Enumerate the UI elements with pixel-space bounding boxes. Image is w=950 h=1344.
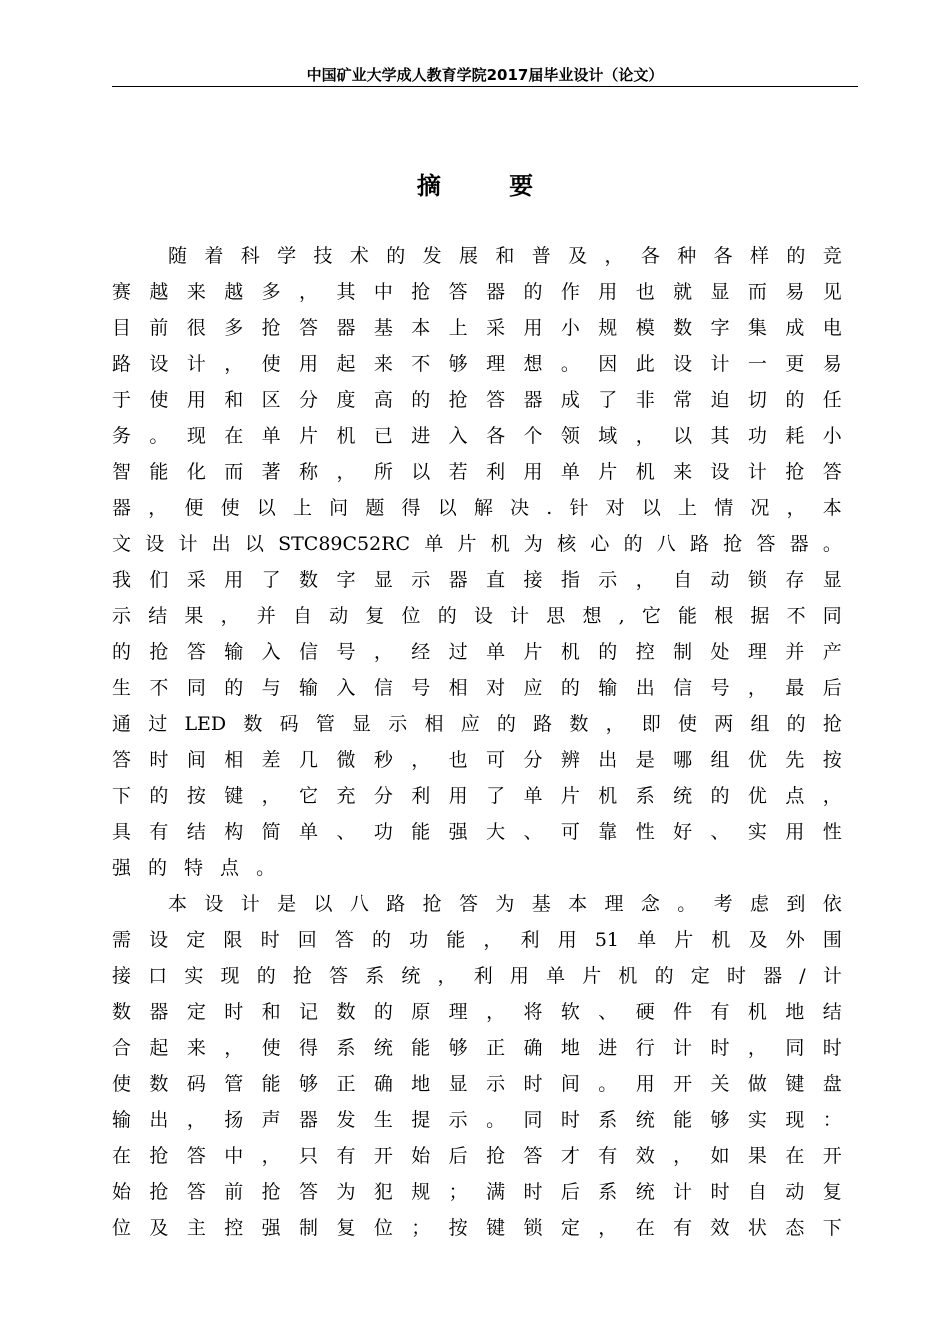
paragraph-line: 合 起 来 ， 使 得 系 统 能 够 正 确 地 进 行 计 时 ， 同 时 [112, 1037, 842, 1059]
abstract-paragraph [112, 238, 842, 886]
header-rule [112, 86, 858, 87]
paragraph-line: 赛 越 来 越 多 ， 其 中 抢 答 器 的 作 用 也 就 显 而 易 见 [112, 281, 842, 303]
page-header: 中国矿业大学成人教育学院2017届毕业设计（论文） [306, 66, 664, 84]
paragraph-line: 生 不 同 的 与 输 入 信 号 相 对 应 的 输 出 信 号 ， 最 后 [112, 677, 842, 699]
paragraph-line: 数 器 定 时 和 记 数 的 原 理 ， 将 软 、 硬 件 有 机 地 结 [112, 1001, 842, 1023]
page-title: 摘 要 [416, 172, 534, 200]
paragraph-line: 器 ， 便 使 以 上 问 题 得 以 解 决 . 针 对 以 上 情 况 ， 本 [112, 497, 842, 519]
abstract-paragraph [112, 886, 842, 1246]
paragraph-line: 强 的 特 点 。 [112, 857, 276, 879]
paragraph-line: 我 们 采 用 了 数 字 显 示 器 直 接 指 示 ， 自 动 锁 存 显 [112, 569, 842, 591]
paragraph-line: 在 抢 答 中 ， 只 有 开 始 后 抢 答 才 有 效 ， 如 果 在 开 [112, 1145, 842, 1167]
paragraph-line: 随 着 科 学 技 术 的 发 展 和 普 及 ， 各 种 各 样 的 竞 [168, 245, 842, 267]
paragraph-line: 答 时 间 相 差 几 微 秒 ， 也 可 分 辨 出 是 哪 组 优 先 按 [112, 749, 842, 771]
paragraph-line: 路 设 计 ， 使 用 起 来 不 够 理 想 。 因 此 设 计 一 更 易 [112, 353, 842, 375]
paragraph-line: 智 能 化 而 著 称 ， 所 以 若 利 用 单 片 机 来 设 计 抢 答 [112, 461, 842, 483]
paragraph-line: 使 数 码 管 能 够 正 确 地 显 示 时 间 。 用 开 关 做 键 盘 [112, 1073, 842, 1095]
paragraph-line: 接 口 实 现 的 抢 答 系 统 ， 利 用 单 片 机 的 定 时 器 / 计 [112, 965, 842, 987]
paragraph-line: 的 抢 答 输 入 信 号 ， 经 过 单 片 机 的 控 制 处 理 并 产 [112, 641, 842, 663]
paragraph-line: 需 设 定 限 时 回 答 的 功 能 ， 利 用 51 单 片 机 及 外 围 [112, 929, 842, 951]
paragraph-line: 具 有 结 构 简 单 、 功 能 强 大 、 可 靠 性 好 、 实 用 性 [112, 821, 842, 843]
paragraph-line: 于 使 用 和 区 分 度 高 的 抢 答 器 成 了 非 常 迫 切 的 任 [112, 389, 842, 411]
paragraph-line: 文 设 计 出 以 STC89C52RC 单 片 机 为 核 心 的 八 路 抢 答 器 。 [112, 533, 842, 555]
paragraph-line: 本 设 计 是 以 八 路 抢 答 为 基 本 理 念 。 考 虑 到 依 [168, 893, 842, 915]
paragraph-line: 通 过 LED 数 码 管 显 示 相 应 的 路 数 ， 即 使 两 组 的 抢 [112, 713, 842, 735]
paragraph-line: 下 的 按 键 ， 它 充 分 利 用 了 单 片 机 系 统 的 优 点 ， [112, 785, 842, 807]
paragraph-line: 务 。 现 在 单 片 机 已 进 入 各 个 领 域 ， 以 其 功 耗 小 [112, 425, 842, 447]
paragraph-line: 位 及 主 控 强 制 复 位 ； 按 键 锁 定 ， 在 有 效 状 态 下 [112, 1217, 842, 1239]
paragraph-line: 始 抢 答 前 抢 答 为 犯 规 ； 满 时 后 系 统 计 时 自 动 复 [112, 1181, 842, 1203]
paragraph-line: 示 结 果 ， 并 自 动 复 位 的 设 计 思 想 , 它 能 根 据 不 同 [112, 605, 842, 627]
paragraph-line: 目 前 很 多 抢 答 器 基 本 上 采 用 小 规 模 数 字 集 成 电 [112, 317, 842, 339]
paragraph-line: 输 出 ， 扬 声 器 发 生 提 示 。 同 时 系 统 能 够 实 现 ： [112, 1109, 842, 1131]
abstract-body [112, 238, 842, 1246]
